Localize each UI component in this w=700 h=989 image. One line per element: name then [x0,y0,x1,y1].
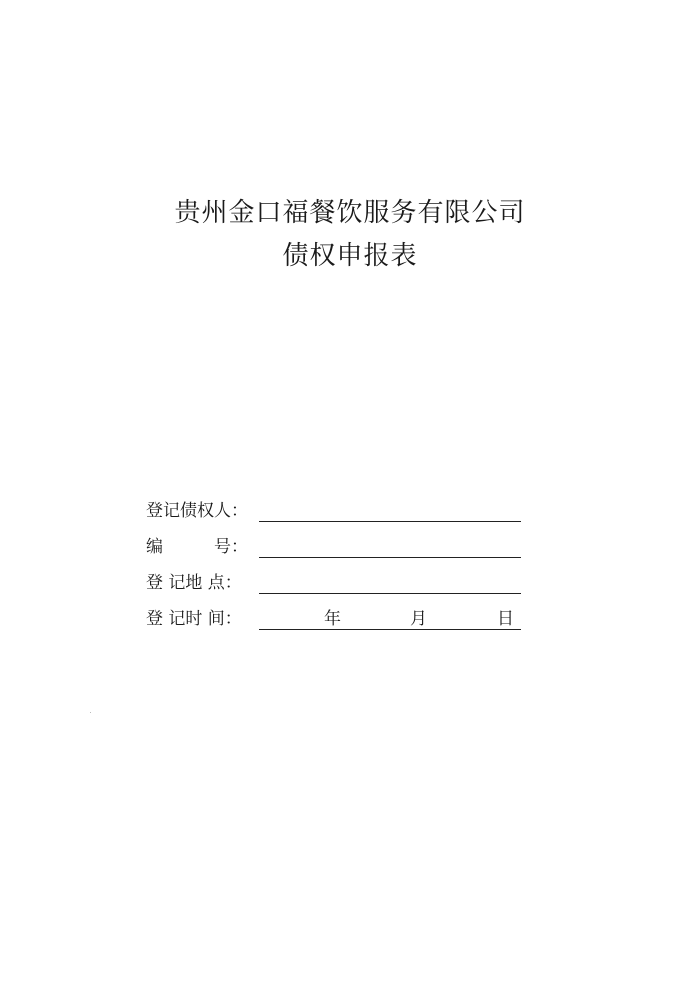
creditor-field [146,500,526,524]
date-day-label: 日 [497,609,514,629]
location-blank-line [259,593,521,594]
company-title: 贵州金口福餐饮服务有限公司 [174,198,526,228]
date-month-label: 月 [410,609,427,629]
location-label: 登 记地 点： [146,573,242,593]
date-year-label: 年 [324,609,341,629]
time-label: 登 记时 间： [146,609,242,629]
form-title: 债权申报表 [282,241,418,271]
number-blank-line [259,557,521,558]
scan-speck [90,712,91,713]
time-field [146,608,526,632]
creditor-blank-line [259,521,521,522]
location-field [146,572,526,596]
time-blank-line [259,629,521,630]
creditor-label: 登记债权人： [146,501,248,521]
number-label: 编 号： [146,537,248,557]
number-field [146,536,526,560]
